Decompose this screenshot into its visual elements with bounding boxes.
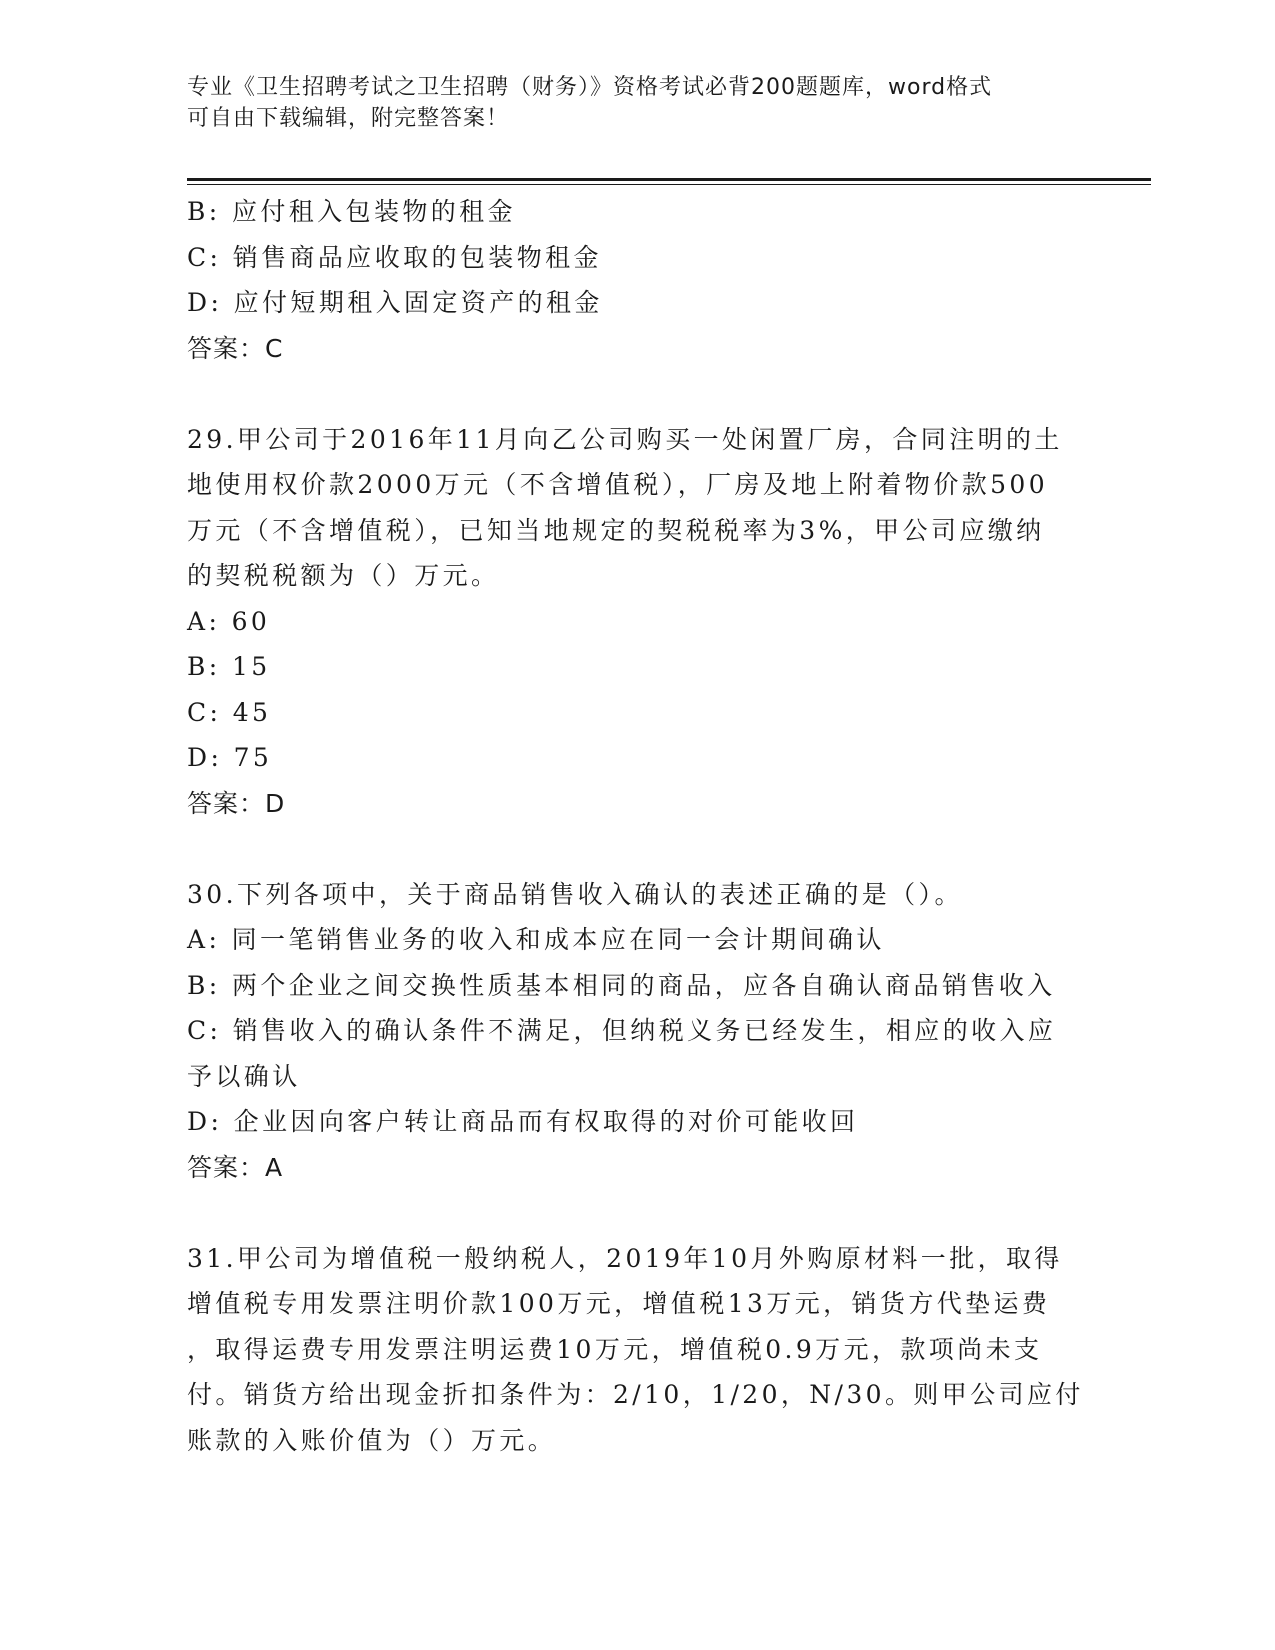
option-b: B: 应付租入包装物的租金 (187, 197, 516, 226)
question-28 (187, 189, 1077, 371)
question-stem-line: 30.下列各项中，关于商品销售收入确认的表述正确的是（）。 (187, 879, 963, 909)
spacer (187, 826, 1077, 872)
option-b: B: 15 (187, 652, 271, 681)
header-line-2: 可自由下载编辑，附完整答案！ (187, 106, 510, 131)
question-31 (187, 1236, 1084, 1464)
question-stem-line: ，取得运费专用发票注明运费10万元，增值税0.9万元，款项尚未支 (187, 1334, 1043, 1364)
question-stem-line: 付。销货方给出现金折扣条件为：2/10，1/20，N/30。则甲公司应付 (187, 1380, 1084, 1409)
question-29 (187, 417, 1077, 827)
option-a: A: 同一笔销售业务的收入和成本应在同一会计期间确认 (187, 925, 885, 954)
question-stem-line: 地使用权价款2000万元（不含增值税），厂房及地上附着物价款500 (187, 470, 1049, 499)
option-c-continued: 予以确认 (187, 1061, 301, 1091)
header-line-1: 专业《卫生招聘考试之卫生招聘（财务）》资格考试必背200题题库，word格式 (187, 75, 993, 100)
question-stem-line: 31.甲公司为增值税一般纳税人，2019年10月外购原材料一批，取得 (187, 1243, 1063, 1273)
question-stem-line: 29.甲公司于2016年11月向乙公司购买一处闲置厂房，合同注明的土 (187, 424, 1063, 454)
question-content (187, 189, 1084, 1463)
header-divider-thin (187, 184, 1151, 185)
question-stem-line: 万元（不含增值税），已知当地规定的契税税率为3%，甲公司应缴纳 (187, 515, 1045, 545)
spacer (187, 1190, 1077, 1236)
answer-label: 答案：A (187, 1152, 284, 1182)
option-a: A: 60 (187, 606, 271, 636)
option-b: B: 两个企业之间交换性质基本相同的商品，应各自确认商品销售收入 (187, 970, 1056, 1000)
question-stem-line: 的契税税额为（）万元。 (187, 561, 500, 590)
option-d: D: 75 (187, 743, 273, 772)
document-header (187, 72, 1087, 134)
option-d: D: 应付短期租入固定资产的租金 (187, 288, 603, 317)
option-d: D: 企业因向客户转让商品而有权取得的对价可能收回 (187, 1107, 859, 1136)
option-c: C: 销售收入的确认条件不满足，但纳税义务已经发生，相应的收入应 (187, 1016, 1057, 1045)
question-stem-line: 账款的入账价值为（）万元。 (187, 1425, 557, 1455)
question-30 (187, 872, 1077, 1191)
answer-label: 答案：C (187, 333, 284, 363)
header-divider-thick (187, 178, 1151, 181)
option-c: C: 45 (187, 697, 272, 727)
spacer (187, 371, 1077, 417)
question-stem-line: 增值税专用发票注明价款100万元，增值税13万元，销货方代垫运费 (187, 1289, 1051, 1318)
option-c: C: 销售商品应收取的包装物租金 (187, 242, 602, 272)
answer-label: 答案：D (187, 788, 286, 818)
